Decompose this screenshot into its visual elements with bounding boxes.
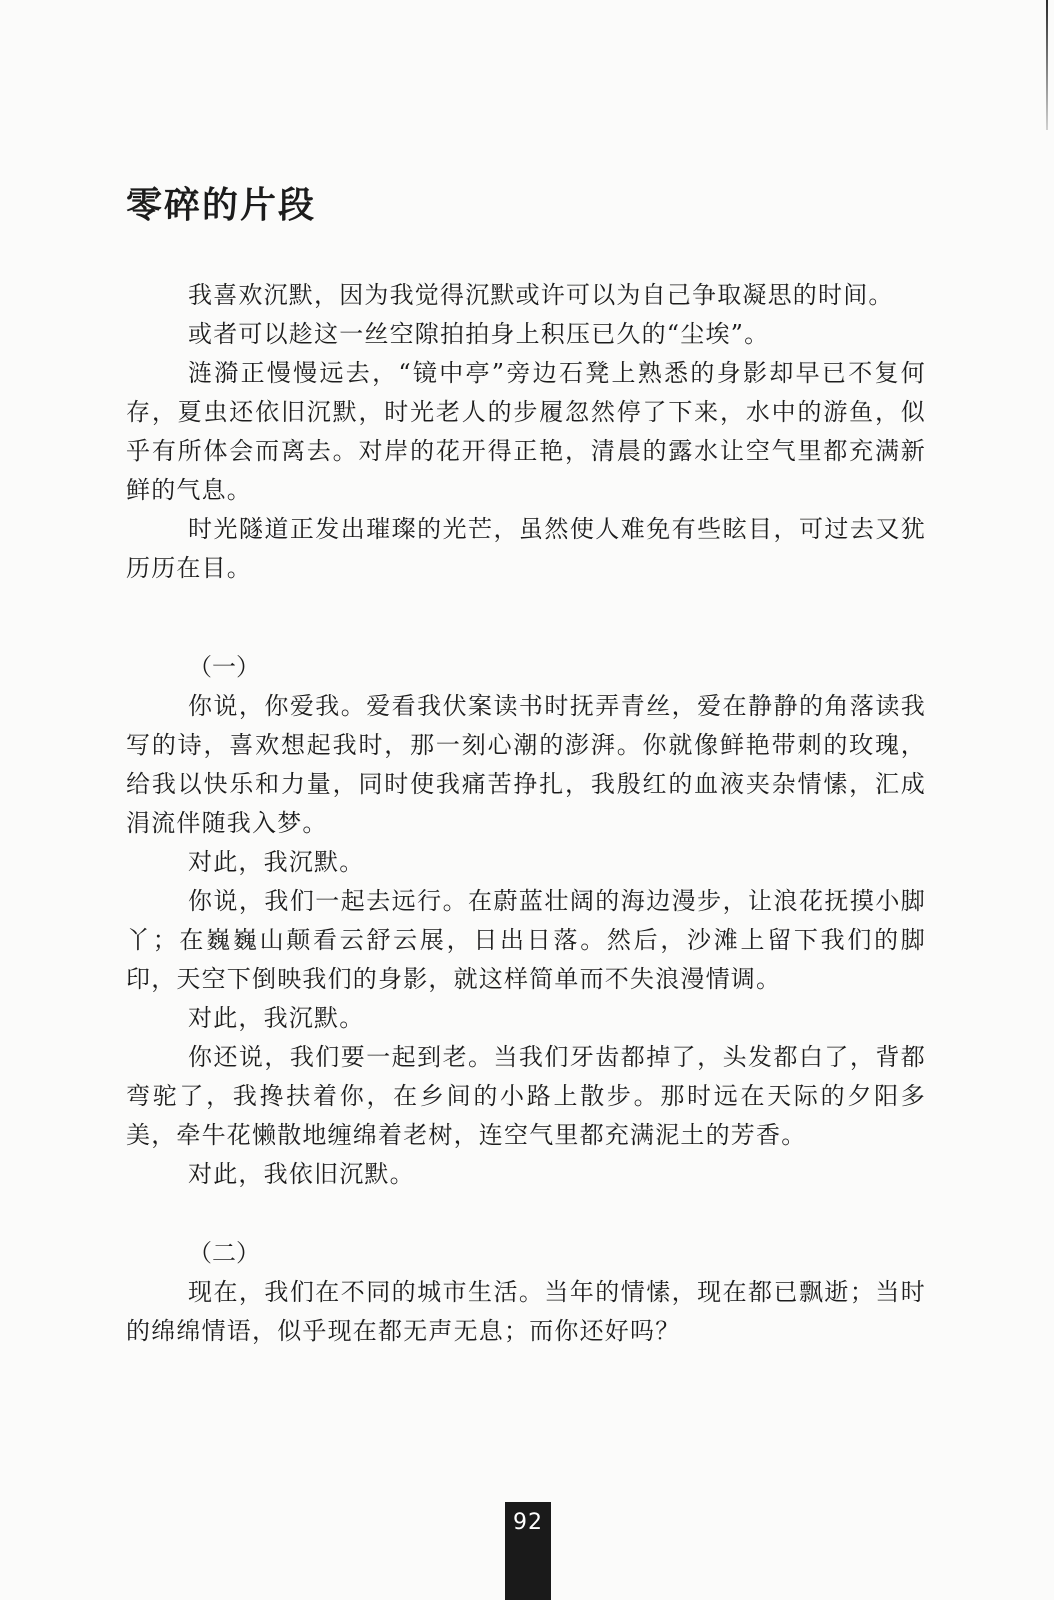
body-text [126, 276, 926, 1351]
section1-paragraph-6: 对此，我依旧沉默。 [188, 1160, 415, 1188]
section-spacer [126, 1194, 926, 1234]
page-number: 92 [505, 1502, 551, 1600]
intro-paragraph-3: 涟漪正慢慢远去，“镜中亭”旁边石凳上熟悉的身影却早已不复何存，夏虫还依旧沉默，时光老人的步履忽然停了下来，水中的游鱼，似乎有所体会而离去。对岸的花开得正艳，清晨的露水让空气里都充满新鲜的气息。 [126, 359, 926, 504]
page-edge-shadow [1046, 0, 1048, 130]
section1-paragraph-4: 对此，我沉默。 [188, 1004, 365, 1032]
intro-paragraph-4: 时光隧道正发出璀璨的光芒，虽然使人难免有些眩目，可过去又犹历历在目。 [126, 515, 926, 582]
section1-paragraph-1: 你说，你爱我。爱看我伏案读书时抚弄青丝，爱在静静的角落读我写的诗，喜欢想起我时，那一刻心潮的澎湃。你就像鲜艳带刺的玫瑰，给我以快乐和力量，同时使我痛苦挣扎，我殷红的血液夹杂情愫，汇成涓流伴随我入梦。 [126, 692, 926, 837]
page-title: 零碎的片段 [126, 185, 317, 226]
section-spacer [126, 588, 926, 648]
section1-paragraph-5: 你还说，我们要一起到老。当我们牙齿都掉了，头发都白了，背都弯驼了，我搀扶着你，在乡间的小路上散步。那时远在天际的夕阳多美，牵牛花懒散地缠绵着老树，连空气里都充满泥土的芳香。 [126, 1043, 926, 1149]
section1-paragraph-2: 对此，我沉默。 [188, 848, 365, 876]
intro-paragraph-1: 我喜欢沉默，因为我觉得沉默或许可以为自己争取凝思的时间。 [188, 281, 894, 309]
section1-paragraph-3: 你说，我们一起去远行。在蔚蓝壮阔的海边漫步，让浪花抚摸小脚丫；在巍巍山颠看云舒云展，日出日落。然后，沙滩上留下我们的脚印，天空下倒映我们的身影，就这样简单而不失浪漫情调。 [126, 887, 926, 993]
section2-paragraph-1: 现在，我们在不同的城市生活。当年的情愫，现在都已飘逝；当时的绵绵情语，似乎现在都无声无息；而你还好吗？ [126, 1278, 926, 1345]
section-heading-2: （二） [188, 1239, 260, 1267]
section-heading-1: （一） [188, 653, 260, 681]
intro-paragraph-2: 或者可以趁这一丝空隙拍拍身上积压已久的“尘埃”。 [188, 320, 770, 348]
